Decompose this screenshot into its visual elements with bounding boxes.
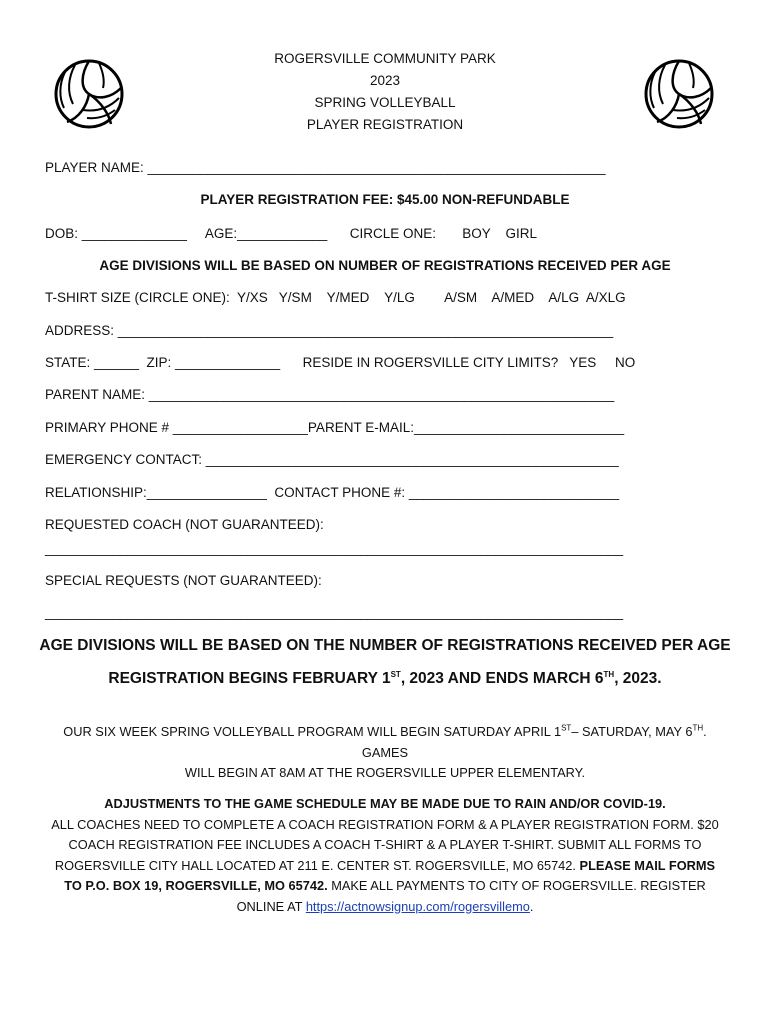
program-text-a: OUR SIX WEEK SPRING VOLLEYBALL PROGRAM WILL BEGIN SATURDAY APRIL 1 <box>63 724 562 739</box>
coaches-info: ALL COACHES NEED TO COMPLETE A COACH REGISTRATION FORM & A PLAYER REGISTRATION FORM. $20 COACH REGISTRATION FEE INCLUDES A COACH T-SHIRT & A PLAYER T-SHIRT. SUBMIT ALL FORMS TO ROGERSVILLE CITY HALL LOCATED AT 211 E. CENTER ST. ROGERSVILLE, MO 65742. <box>51 816 719 873</box>
footer-body <box>45 815 725 918</box>
program-text-b: – SATURDAY, MAY 6 <box>571 724 693 739</box>
emergency-contact-field[interactable]: EMERGENCY CONTACT: _______________________________________________________ <box>45 452 619 467</box>
program-info <box>40 722 730 784</box>
program-text-c: . GAMES <box>361 724 707 760</box>
reg-text-b: , 2023 AND ENDS MARCH 6 <box>400 670 604 687</box>
reg-text-c: , 2023. <box>614 670 662 687</box>
age-divisions-note: AGE DIVISIONS WILL BE BASED ON NUMBER OF REGISTRATIONS RECEIVED PER AGE <box>99 258 671 273</box>
page-header <box>0 48 770 136</box>
footer-end: . <box>529 898 534 914</box>
age-divisions-notice: AGE DIVISIONS WILL BE BASED ON THE NUMBER OF REGISTRATIONS RECEIVED PER AGE <box>39 637 731 654</box>
reg-sup-st: ST <box>390 669 401 679</box>
special-requests-field[interactable]: _____________________________________________________________________________ <box>45 605 624 620</box>
phone-email-row[interactable]: PRIMARY PHONE # __________________PARENT E-MAIL:____________________________ <box>45 420 625 435</box>
parent-name-field[interactable]: PARENT NAME: ______________________________________________________________ <box>45 387 615 402</box>
program-line-2: WILL BEGIN AT 8AM AT THE ROGERSVILLE UPPER ELEMENTARY. <box>184 765 586 780</box>
special-requests-label: SPECIAL REQUESTS (NOT GUARANTEED): <box>45 573 322 588</box>
schedule-adjustments: ADJUSTMENTS TO THE GAME SCHEDULE MAY BE MADE DUE TO RAIN AND/OR COVID-19. <box>104 796 666 811</box>
program-sup-th: TH <box>692 723 704 733</box>
program-sup-st: ST <box>561 723 572 733</box>
registration-link[interactable]: https://actnowsignup.com/rogersvillemo <box>305 898 530 914</box>
header-park: ROGERSVILLE COMMUNITY PARK <box>274 51 496 66</box>
requested-coach-label: REQUESTED COACH (NOT GUARANTEED): <box>45 517 324 532</box>
reg-text-a: REGISTRATION BEGINS FEBRUARY 1 <box>108 670 391 687</box>
header-form-title: PLAYER REGISTRATION <box>306 117 464 132</box>
requested-coach-field[interactable]: _____________________________________________________________________________ <box>45 541 624 556</box>
tshirt-size-row[interactable]: T-SHIRT SIZE (CIRCLE ONE): Y/XS Y/SM Y/MED Y/LG A/SM A/MED A/LG A/XLG <box>45 290 626 305</box>
player-name-field[interactable]: PLAYER NAME: _____________________________________________________________ <box>45 160 606 175</box>
dob-age-gender-row[interactable]: DOB: ______________ AGE:____________ CIRCLE ONE: BOY GIRL <box>45 226 538 241</box>
relationship-phone-row[interactable]: RELATIONSHIP:________________ CONTACT PHONE #: ____________________________ <box>45 485 620 500</box>
header-program: SPRING VOLLEYBALL <box>314 95 456 110</box>
header-year: 2023 <box>369 73 401 88</box>
reg-sup-th: TH <box>603 669 615 679</box>
mail-info: PLEASE MAIL FORMS TO P.O. BOX 19, ROGERSVILLE, MO 65742. <box>64 857 716 893</box>
registration-dates <box>0 670 770 688</box>
state-zip-residence-row[interactable]: STATE: ______ ZIP: ______________ RESIDE IN ROGERSVILLE CITY LIMITS? YES NO <box>45 355 636 370</box>
footer-info <box>45 794 725 917</box>
registration-fee: PLAYER REGISTRATION FEE: $45.00 NON-REFUNDABLE <box>200 192 570 207</box>
program-line-1 <box>40 722 730 763</box>
address-field[interactable]: ADDRESS: __________________________________________________________________ <box>45 323 614 338</box>
payments-info: MAKE ALL PAYMENTS TO CITY OF ROGERSVILLE. REGISTER ONLINE AT <box>236 878 706 914</box>
